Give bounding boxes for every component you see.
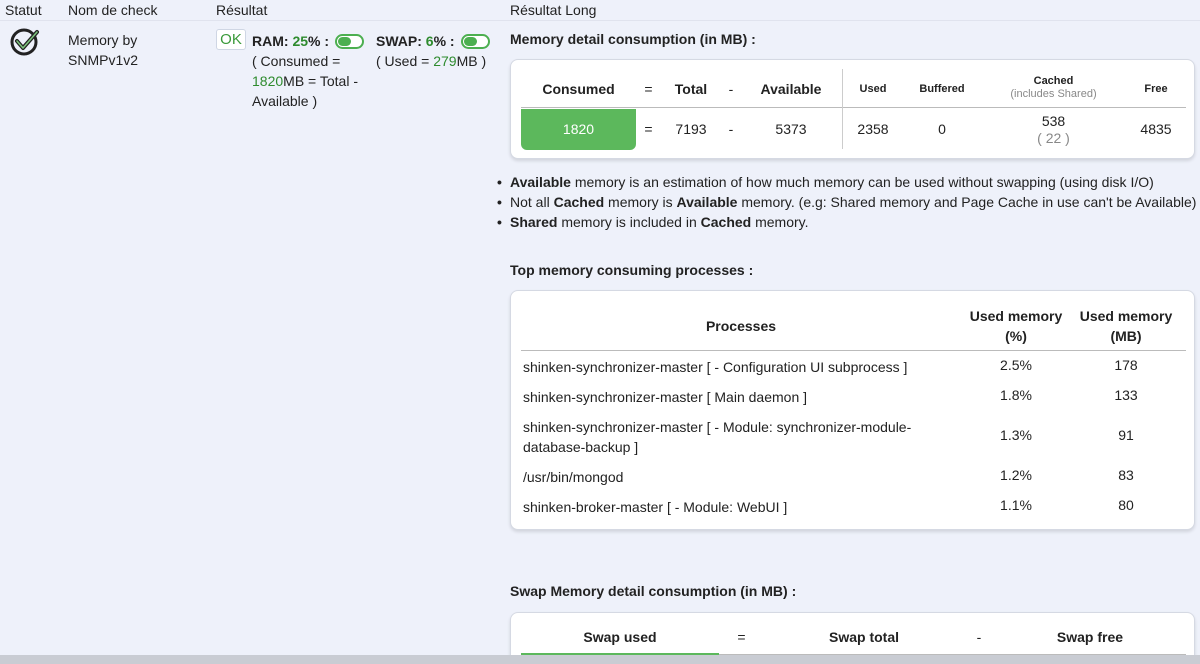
- process-pct: 2.5%: [1000, 357, 1032, 373]
- note-text: memory.: [751, 214, 809, 230]
- swap-detail-1: ( Used =: [376, 53, 430, 69]
- buffered-value: 0: [938, 121, 946, 137]
- ram-percent: 25: [292, 33, 309, 49]
- note-text: memory is an estimation of how much memory can be used without swapping (using disk I/O): [570, 174, 1154, 190]
- ram-percent-sign: % :: [308, 33, 330, 49]
- list-item: [496, 212, 1196, 232]
- process-name: shinken-synchronizer-master [ - Configuration UI subprocess ]: [523, 359, 908, 375]
- note-text: memory. (e.g: Shared memory and Page Cache in use can't be Available): [737, 194, 1197, 210]
- hdr-free: Free: [1144, 83, 1168, 95]
- ram-detail-1: ( Consumed =: [252, 53, 341, 69]
- consumed-value: 1820: [521, 109, 636, 150]
- hdr-consumed: Consumed: [542, 81, 615, 97]
- note-text: Not all: [510, 194, 554, 210]
- ram-detail-2: MB = Total -: [283, 73, 358, 89]
- note-keyword: Shared: [510, 214, 558, 230]
- divider: [521, 107, 1186, 108]
- check-circle-icon: [10, 28, 42, 56]
- col-swap-minus: -: [976, 629, 982, 645]
- process-name: shinken-synchronizer-master [ Main daemon ]: [523, 389, 808, 405]
- status-badge: OK: [216, 29, 246, 50]
- swap-summary: [376, 31, 506, 71]
- swap-label: SWAP:: [376, 33, 422, 49]
- col-used-pct: [956, 306, 1076, 346]
- total-value: 7193: [675, 121, 707, 137]
- divider: [842, 69, 843, 149]
- col-swap-eq: =: [737, 629, 746, 645]
- hdr-eq: =: [644, 81, 653, 97]
- note-keyword: Cached: [553, 194, 605, 210]
- val-minus: -: [728, 121, 734, 137]
- ram-detail-3: Available ): [252, 93, 318, 109]
- note-keyword: Available: [676, 194, 738, 210]
- col-used-mb-line2: (MB): [1110, 328, 1142, 344]
- ram-toggle[interactable]: [335, 34, 364, 49]
- ram-label: RAM:: [252, 33, 289, 49]
- hdr-minus: -: [728, 81, 734, 97]
- memory-detail-title: Memory detail consumption (in MB) :: [510, 31, 756, 47]
- note-keyword: Available: [510, 174, 571, 190]
- process-mb: 178: [1114, 357, 1138, 373]
- swap-toggle[interactable]: [461, 34, 490, 49]
- hdr-available: Available: [760, 81, 822, 97]
- col-used-mb: [1066, 306, 1186, 346]
- process-pct: 1.3%: [1000, 427, 1032, 443]
- top-processes-title: Top memory consuming processes :: [510, 262, 754, 278]
- hdr-cached: Cached: [1033, 75, 1074, 87]
- note-keyword: Cached: [700, 214, 752, 230]
- process-pct: 1.1%: [1000, 497, 1032, 513]
- process-pct: 1.2%: [1000, 467, 1032, 483]
- hdr-cached-sub: (includes Shared): [1010, 88, 1097, 100]
- free-value: 4835: [1140, 121, 1172, 137]
- header-check-name: Nom de check: [68, 2, 158, 18]
- col-used-pct-line2: (%): [1005, 328, 1027, 344]
- header-long-result: Résultat Long: [510, 2, 597, 18]
- cached-value: 538: [1041, 113, 1066, 129]
- memory-detail-card: [510, 59, 1195, 159]
- horizontal-scrollbar[interactable]: [0, 655, 1200, 664]
- process-mb: 80: [1118, 497, 1134, 513]
- swap-detail-2: MB ): [456, 53, 487, 69]
- divider: [521, 350, 1186, 351]
- used-value: 2358: [857, 121, 889, 137]
- hdr-used: Used: [859, 83, 887, 95]
- col-swap-used: Swap used: [583, 629, 657, 645]
- hdr-buffered: Buffered: [919, 83, 965, 95]
- process-mb: 91: [1118, 427, 1134, 443]
- process-name: shinken-synchronizer-master [ - Module: synchronizer-module-database-backup ]: [523, 419, 912, 455]
- col-processes: Processes: [705, 318, 777, 334]
- col-swap-free: Swap free: [1056, 629, 1124, 645]
- col-swap-total: Swap total: [828, 629, 899, 645]
- check-name[interactable]: Memory by SNMPv1v2: [68, 32, 139, 68]
- header-status: Statut: [5, 2, 42, 18]
- process-mb: 83: [1118, 467, 1134, 483]
- swap-detail-value: 279: [433, 53, 457, 69]
- process-pct: 1.8%: [1000, 387, 1032, 403]
- ram-summary: [252, 31, 372, 111]
- ram-detail-value: 1820: [252, 73, 284, 89]
- cached-shared-value: ( 22 ): [1037, 130, 1070, 146]
- col-used-pct-line1: Used memory: [969, 308, 1063, 324]
- list-item: [496, 172, 1196, 192]
- hdr-total: Total: [674, 81, 708, 97]
- process-mb: 133: [1114, 387, 1138, 403]
- header-result: Résultat: [216, 2, 268, 18]
- swap-percent-sign: % :: [433, 33, 455, 49]
- note-text: memory is included in: [557, 214, 701, 230]
- swap-percent: 6: [425, 33, 434, 49]
- available-value: 5373: [775, 121, 807, 137]
- process-name: shinken-broker-master [ - Module: WebUI ]: [523, 499, 788, 515]
- note-text: memory is: [604, 194, 677, 210]
- table-header: [0, 0, 1200, 21]
- process-name: /usr/bin/mongod: [523, 469, 624, 485]
- memory-notes: [496, 172, 1196, 232]
- val-eq: =: [644, 121, 653, 137]
- top-processes-card: [510, 290, 1195, 530]
- col-used-mb-line1: Used memory: [1079, 308, 1173, 324]
- list-item: [496, 192, 1196, 212]
- swap-detail-title: Swap Memory detail consumption (in MB) :: [510, 583, 797, 599]
